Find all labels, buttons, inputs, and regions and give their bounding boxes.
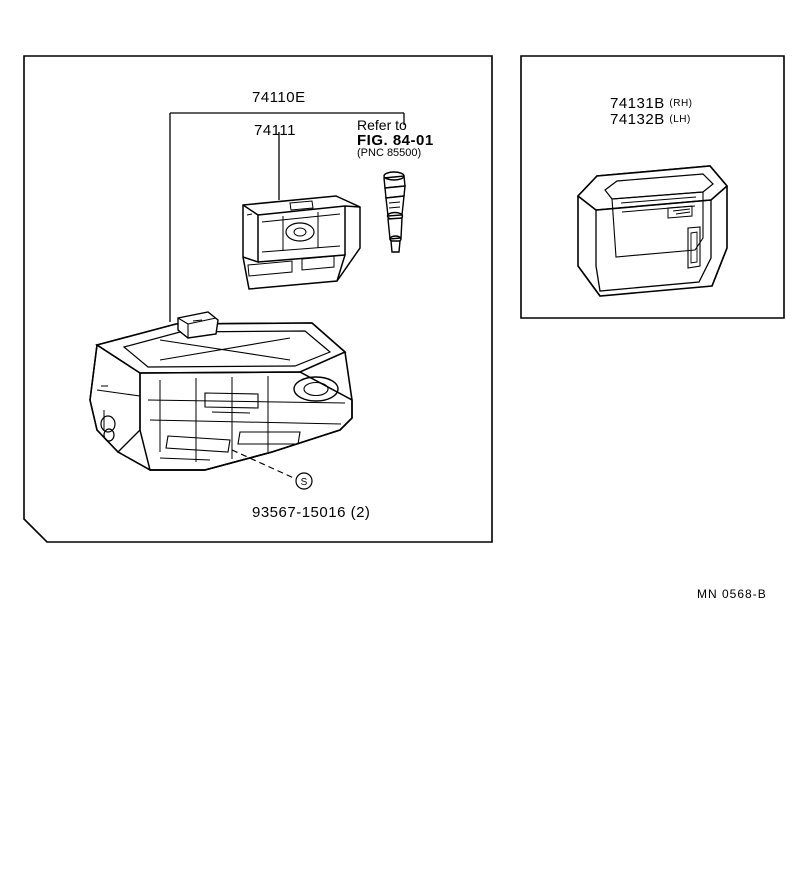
part-label-74131B	[610, 96, 693, 112]
refer-note-line1: Refer to	[357, 117, 407, 133]
bolt-marker-letter: S	[300, 477, 308, 488]
part-label-74131B-suffix: (RH)	[669, 98, 693, 109]
glove-box-lock-cylinder	[384, 172, 405, 252]
part-label-74131B-code: 74131B	[610, 95, 665, 112]
refer-note-line3: (PNC 85500)	[357, 147, 422, 160]
part-label-74132B-suffix: (LH)	[669, 114, 691, 125]
glove-box-assembly-74110E	[90, 312, 352, 470]
part-label-74132B-code: 74132B	[610, 111, 665, 128]
refer-note-line2: FIG. 84-01	[357, 131, 434, 149]
part-label-93567-15016: 93567-15016 (2)	[252, 504, 371, 521]
part-label-74111: 74111	[254, 122, 296, 139]
glove-box-lid-74111	[243, 196, 360, 289]
refer-note	[357, 118, 434, 160]
console-tray-74131B	[578, 166, 727, 296]
part-label-74110E: 74110E	[252, 89, 306, 106]
part-label-74132B	[610, 112, 691, 128]
sheet-code: MN 0568-B	[697, 587, 767, 601]
